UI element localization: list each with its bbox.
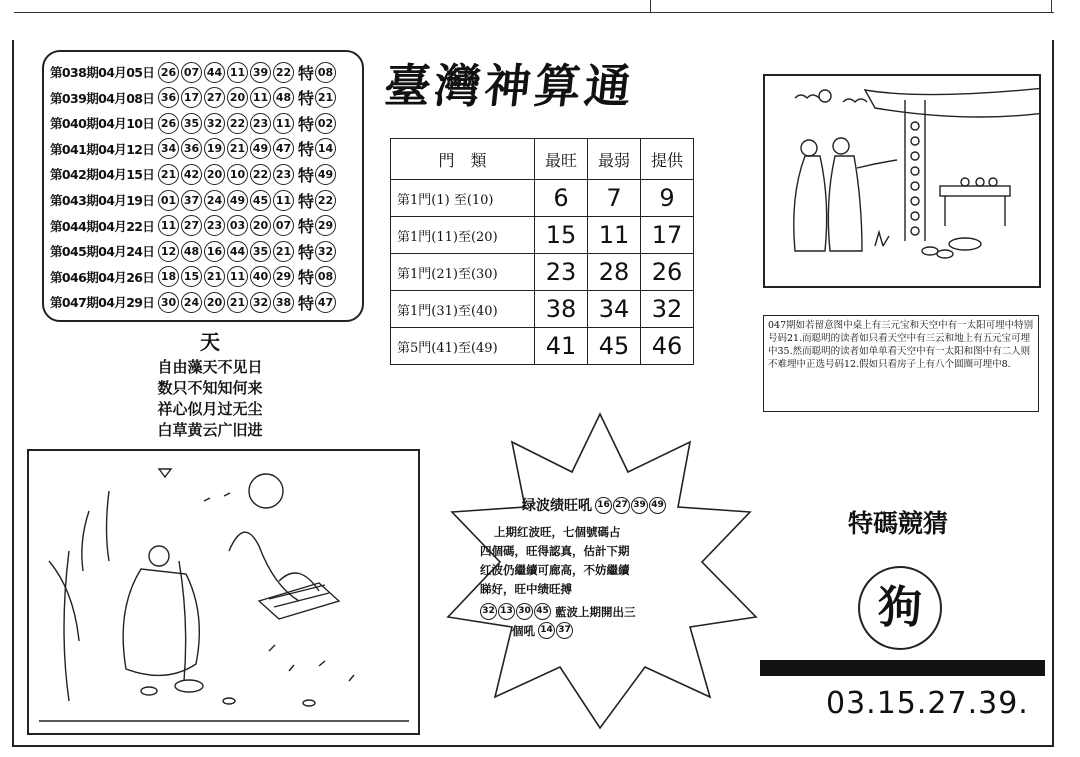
history-date-label: 第039期04月08日 <box>50 90 155 106</box>
range-value: 15 <box>535 217 588 254</box>
recommended-numbers: 03.15.27.39. <box>826 686 1029 721</box>
special-label: 特 <box>298 89 315 109</box>
star-heading: 绿波绩旺吼 <box>522 498 592 514</box>
number-ball: 20 <box>204 164 225 185</box>
history-date-label: 第044期04月22日 <box>50 218 155 234</box>
number-ball: 26 <box>158 113 179 134</box>
special-number-ball: 14 <box>315 138 336 159</box>
left-border-line <box>12 40 14 745</box>
special-label: 特 <box>298 140 315 160</box>
number-ball: 36 <box>181 138 202 159</box>
number-ball: 20 <box>250 215 271 236</box>
header-coldest: 最弱 <box>588 139 641 180</box>
moon-icon <box>249 474 283 508</box>
special-number-ball: 08 <box>315 62 336 83</box>
bottom-balls <box>480 603 552 620</box>
number-ball: 11 <box>227 266 248 287</box>
range-value: 34 <box>588 291 641 328</box>
table-row <box>391 254 694 291</box>
star-bottom-text2: 個吼 <box>512 623 535 638</box>
special-label: 特 <box>298 165 315 185</box>
special-label: 特 <box>298 191 315 211</box>
courtyard-illustration <box>763 74 1041 288</box>
number-ball: 29 <box>273 266 294 287</box>
poem-heading: 天 <box>200 330 220 354</box>
number-ball: 21 <box>158 164 179 185</box>
special-label: 特 <box>298 242 315 262</box>
special-number-ball: 49 <box>315 164 336 185</box>
number-ball: 48 <box>273 87 294 108</box>
number-ball: 07 <box>273 215 294 236</box>
history-date-label: 第046期04月26日 <box>50 269 155 285</box>
number-ball: 22 <box>227 113 248 134</box>
bottom-balls-2 <box>538 622 574 639</box>
history-date-label: 第038期04月05日 <box>50 65 155 80</box>
special-number-title: 特碼競猜 <box>848 509 949 538</box>
star-line: 四個碼，旺得認真，估計下期 <box>480 544 630 558</box>
number-ball: 42 <box>181 164 202 185</box>
number-ball: 23 <box>250 113 271 134</box>
number-ball: 21 <box>227 292 248 313</box>
table-header-row <box>391 139 694 180</box>
number-ball: 27 <box>204 87 225 108</box>
star-line: 红波仍繼續可廊高，不妨繼續 <box>480 563 630 577</box>
star-number-ball: 32 <box>480 603 497 620</box>
special-number-ball: 47 <box>315 292 336 313</box>
number-ball: 35 <box>250 241 271 262</box>
hint-note: 047期如若留意图中桌上有三元宝和天空中有一太阳可埋中特别号码21.而聪明的读者如只看天空中有三云和地上有五元宝可埋中35.然而聪明的读者如单单看天空中有一太阳和图中有二人则不难埋中正选号码12.假如只看房子上有八个圆圈可埋中8. <box>763 315 1039 412</box>
history-row <box>50 86 338 110</box>
special-label: 特 <box>298 63 315 83</box>
range-label: 第1門(31)至(40) <box>391 291 535 328</box>
star-number-ball: 49 <box>649 497 666 514</box>
number-ball: 38 <box>273 292 294 313</box>
number-ball: 40 <box>250 266 271 287</box>
header-hottest: 最旺 <box>535 139 588 180</box>
range-label: 第1門(11)至(20) <box>391 217 535 254</box>
number-ball: 17 <box>181 87 202 108</box>
starburst-text <box>480 495 700 639</box>
range-value: 23 <box>535 254 588 291</box>
table-row <box>391 328 694 365</box>
range-value: 7 <box>588 180 641 217</box>
star-number-ball: 39 <box>631 497 648 514</box>
number-ball: 01 <box>158 190 179 211</box>
special-number-ball: 02 <box>315 113 336 134</box>
star-number-ball: 37 <box>556 622 573 639</box>
number-ball: 15 <box>181 266 202 287</box>
star-line: 上期红波旺，七個號碼占 <box>494 525 621 539</box>
number-ball: 11 <box>250 87 271 108</box>
number-ball: 45 <box>250 190 271 211</box>
star-number-ball: 30 <box>516 603 533 620</box>
history-date-label: 第047期04月29日 <box>50 295 155 311</box>
star-bottom-text: 藍波上期開出三 <box>555 604 636 619</box>
history-row <box>50 239 338 263</box>
number-ball: 18 <box>158 266 179 287</box>
range-label: 第1門(21)至(30) <box>391 254 535 291</box>
special-label: 特 <box>298 217 315 237</box>
range-value: 11 <box>588 217 641 254</box>
star-number-ball: 27 <box>613 497 630 514</box>
table-row <box>391 291 694 328</box>
header-category: 門 類 <box>391 139 535 180</box>
number-ball: 35 <box>181 113 202 134</box>
history-row <box>50 214 338 238</box>
number-ball: 37 <box>181 190 202 211</box>
special-number-ball: 32 <box>315 241 336 262</box>
number-ball: 24 <box>181 292 202 313</box>
poem-line: 白草黄云广旧进 <box>157 421 263 439</box>
history-row <box>50 162 338 186</box>
history-row <box>50 188 338 212</box>
range-label: 第5門(41)至(49) <box>391 328 535 365</box>
range-value: 28 <box>588 254 641 291</box>
history-row <box>50 290 338 314</box>
range-value: 9 <box>641 180 694 217</box>
number-ball: 44 <box>227 241 248 262</box>
number-ball: 24 <box>204 190 225 211</box>
poem-line: 数只不知知何来 <box>157 379 263 397</box>
scholar-drawing <box>29 451 418 733</box>
number-ball: 21 <box>227 138 248 159</box>
number-ball: 47 <box>273 138 294 159</box>
zodiac-animal: 狗 <box>858 566 942 650</box>
number-ball: 16 <box>204 241 225 262</box>
number-ball: 34 <box>158 138 179 159</box>
history-row <box>50 60 338 84</box>
scholar-illustration <box>27 449 420 735</box>
range-value: 38 <box>535 291 588 328</box>
number-ball: 21 <box>273 241 294 262</box>
sun-icon <box>819 90 831 102</box>
range-value: 17 <box>641 217 694 254</box>
number-ball: 36 <box>158 87 179 108</box>
number-ball: 26 <box>158 62 179 83</box>
top-right-box <box>650 0 1052 13</box>
number-ball: 32 <box>250 292 271 313</box>
star-number-ball: 14 <box>538 622 555 639</box>
number-ball: 20 <box>204 292 225 313</box>
number-ball: 27 <box>181 215 202 236</box>
courtyard-drawing <box>765 76 1039 286</box>
range-value: 41 <box>535 328 588 365</box>
poem-line: 自由藻天不见日 <box>157 358 263 376</box>
number-ball: 22 <box>250 164 271 185</box>
history-row <box>50 265 338 289</box>
number-ball: 03 <box>227 215 248 236</box>
history-date-label: 第045期04月24日 <box>50 244 155 260</box>
number-ball: 30 <box>158 292 179 313</box>
right-border-line <box>1052 40 1054 745</box>
bottom-border-line <box>12 745 1054 747</box>
special-number-ball: 21 <box>315 87 336 108</box>
number-ball: 11 <box>227 62 248 83</box>
special-number-ball: 22 <box>315 190 336 211</box>
number-ball: 11 <box>273 113 294 134</box>
page-title: 臺灣神算通 <box>381 59 638 113</box>
poem-block <box>140 326 280 441</box>
number-ball: 44 <box>204 62 225 83</box>
range-value: 6 <box>535 180 588 217</box>
range-label: 第1門(1) 至(10) <box>391 180 535 217</box>
number-ball: 20 <box>227 87 248 108</box>
number-ball: 12 <box>158 241 179 262</box>
star-number-ball: 13 <box>498 603 515 620</box>
number-ball: 22 <box>273 62 294 83</box>
number-ball: 11 <box>158 215 179 236</box>
number-ball: 11 <box>273 190 294 211</box>
heading-balls <box>595 497 667 514</box>
table-row <box>391 180 694 217</box>
range-value: 46 <box>641 328 694 365</box>
special-label: 特 <box>298 293 315 313</box>
number-ball: 49 <box>250 138 271 159</box>
range-value: 45 <box>588 328 641 365</box>
star-number-ball: 45 <box>534 603 551 620</box>
history-date-label: 第043期04月19日 <box>50 193 155 208</box>
special-number-ball: 29 <box>315 215 336 236</box>
number-ball: 21 <box>204 266 225 287</box>
special-label: 特 <box>298 114 315 134</box>
number-ball: 10 <box>227 164 248 185</box>
table-row <box>391 217 694 254</box>
history-row <box>50 111 338 135</box>
poem-line: 祥心似月过无尘 <box>157 400 263 418</box>
history-date-label: 第042期04月15日 <box>50 167 155 183</box>
range-table <box>390 138 694 365</box>
range-value: 26 <box>641 254 694 291</box>
draw-history-panel <box>42 50 364 322</box>
history-date-label: 第041期04月12日 <box>50 141 155 157</box>
number-ball: 39 <box>250 62 271 83</box>
special-number-ball: 08 <box>315 266 336 287</box>
number-ball: 48 <box>181 241 202 262</box>
star-number-ball: 16 <box>595 497 612 514</box>
header-provided: 提供 <box>641 139 694 180</box>
history-row <box>50 137 338 161</box>
history-date-label: 第040期04月10日 <box>50 116 155 132</box>
number-ball: 49 <box>227 190 248 211</box>
special-label: 特 <box>298 268 315 288</box>
range-value: 32 <box>641 291 694 328</box>
number-ball: 23 <box>204 215 225 236</box>
redacted-strip <box>760 660 1045 676</box>
number-ball: 07 <box>181 62 202 83</box>
number-ball: 32 <box>204 113 225 134</box>
star-line: 睇好，旺中绩旺搏 <box>480 582 572 596</box>
number-ball: 19 <box>204 138 225 159</box>
number-ball: 23 <box>273 164 294 185</box>
